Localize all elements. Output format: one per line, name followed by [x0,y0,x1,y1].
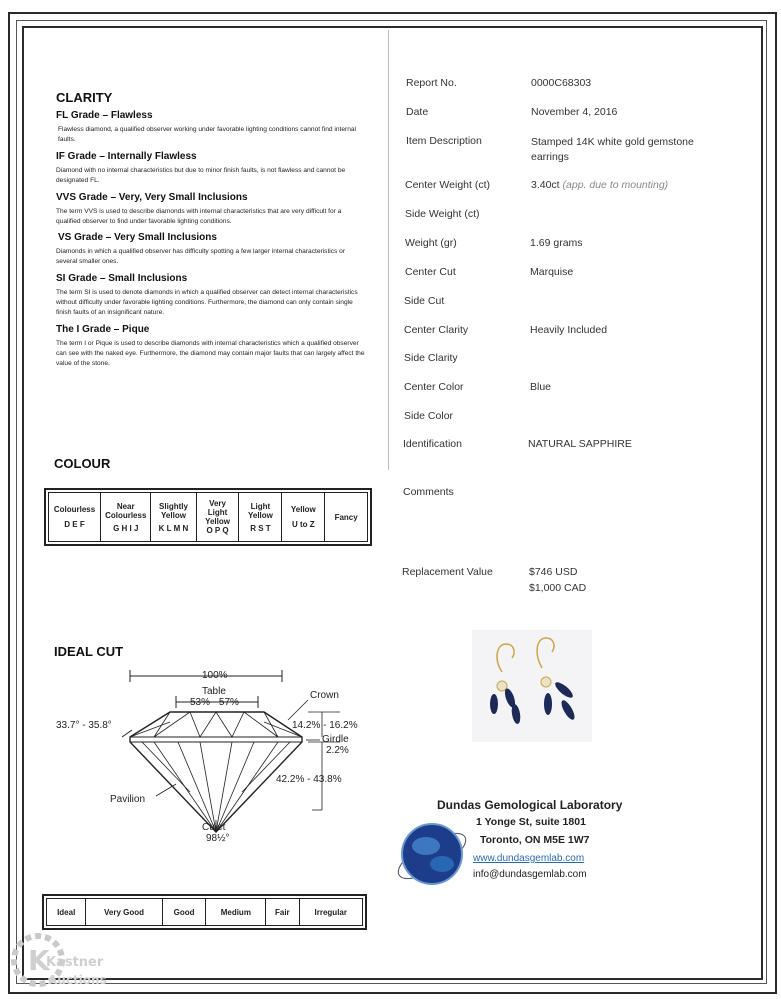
center-cut-label: Center Cut [405,266,456,278]
svg-text:K: K [28,944,50,977]
diagram-pavilion-label: Pavilion [110,794,146,805]
diagram-culet-value: 98½° [206,833,230,844]
clarity-grade-vs-title: VS Grade – Very Small Inclusions [58,232,217,243]
colour-cell [101,493,151,542]
lab-website-link[interactable]: www.dundasgemlab.com [473,853,585,864]
replacement-cad-value: $1,000 CAD [529,582,587,594]
clarity-grade-if-title: IF Grade – Internally Flawless [56,151,197,162]
side-cut-label: Side Cut [404,295,445,307]
cut-grade-ideal: Ideal [47,899,86,926]
item-description-label: Item Description [406,135,482,147]
lab-address-2: Toronto, ON M5E 1W7 [480,834,590,846]
colour-name: Yellow [290,505,316,514]
colour-codes: O P Q [206,526,229,535]
lab-name: Dundas Gemological Laboratory [437,798,623,812]
clarity-grade-i-title: The I Grade – Pique [56,324,150,335]
center-weight-label: Center Weight (ct) [405,179,490,191]
center-cut-value: Marquise [530,266,574,278]
lab-address-1: 1 Yonge St, suite 1801 [476,816,586,828]
colour-name: Very Light Yellow [205,499,230,526]
colour-cell [239,493,282,542]
colour-name: Near Colourless [105,501,147,520]
auction-watermark-logo [4,926,124,996]
diagram-girdle-label: Girdle [322,734,349,745]
ideal-cut-heading: IDEAL CUT [54,644,124,659]
colour-cell [196,493,239,542]
report-number-label: Report No. [406,77,457,89]
diagram-crown-height: 14.2% - 16.2% [292,720,358,731]
colour-cell [151,493,196,542]
diagram-crown-label: Crown [310,690,339,701]
clarity-grade-vvs-title: VVS Grade – Very, Very Small Inclusions [56,192,248,203]
colour-name: Colourless [53,505,96,514]
item-description-value: Stamped 14K white gold gemstone earrings [531,136,694,163]
clarity-grade-vs-text: Diamonds in which a qualified observer has difficulty spotting a few larger internal characteristics or several smaller ones. [56,248,346,265]
center-weight-note: (app. due to mounting) [562,179,669,191]
center-weight-value [531,179,668,191]
clarity-grade-vvs-text: The term VVS is used to describe diamonds with internal characteristics that are very difficult for a qualified observer to find under favorable lighting conditions. [56,208,342,225]
diagram-girdle-value: 2.2% [326,745,349,756]
diagram-culet-label: Culet [202,822,226,833]
replacement-value-label: Replacement Value [402,566,493,578]
diagram-table-label: Table [202,686,226,697]
identification-label: Identification [403,438,462,450]
side-weight-label: Side Weight (ct) [405,208,480,220]
date-label: Date [406,106,429,118]
date-value: November 4, 2016 [531,106,618,118]
clarity-grade-fl-text: Flawless diamond, a qualified observer working under favorable lighting conditions cannot find internal faults. [58,126,356,143]
weight-gr-value: 1.69 grams [530,237,583,249]
lab-logo-globe-seal-icon [386,810,472,894]
colour-scale-table [48,492,368,542]
center-weight-amount: 3.40ct [531,179,560,191]
colour-name: Light Yellow [247,501,273,520]
cut-grade-irregular: Irregular [299,899,363,926]
identification-value: NATURAL SAPPHIRE [528,438,632,450]
earrings-photo [472,630,592,742]
cut-grade-medium: Medium [206,899,266,926]
cut-grade-fair: Fair [266,899,299,926]
diagram-crown-angle: 33.7° - 35.8° [56,720,112,731]
colour-name: Slightly Yellow [159,501,188,520]
center-color-label: Center Color [404,381,464,393]
replacement-usd-value: $746 USD [529,566,578,578]
center-clarity-label: Center Clarity [404,324,469,336]
clarity-grade-i-text: The term I or Pique is used to describe diamonds with internal characteristics which a qualified observer can see with the naked eye. Furthermore, the diamond may contain major faults that can largely affect the value of the stone. [56,340,365,367]
report-number-value: 0000C68303 [531,77,592,89]
cut-grade-very-good: Very Good [86,899,162,926]
watermark-text-top: Kastner [46,955,104,970]
cut-grade-good: Good [162,899,206,926]
center-clarity-value: Heavily Included [530,324,608,336]
center-color-value: Blue [530,381,552,393]
colour-name: Fancy [334,512,358,522]
clarity-grade-si-title: SI Grade – Small Inclusions [56,273,188,284]
colour-codes: G H I J [113,523,139,533]
cut-grade-table [46,898,363,926]
clarity-grade-fl-title: FL Grade – Flawless [56,110,153,121]
colour-scale-box [44,488,372,546]
comments-label: Comments [403,486,454,498]
column-divider [388,30,389,470]
lab-email: info@dundasgemlab.com [473,869,587,880]
clarity-grade-si-text: The term SI is used to denote diamonds in which a qualified observer can detect internal characteristics without difficulty under favorable lighting conditions. Furthermore, the diamond can only contain single finish faults of an insignificant nature. [56,289,358,316]
clarity-heading: CLARITY [56,90,113,105]
diagram-table-range: 53% - 57% [190,697,239,708]
clarity-grade-if-text: Diamond with no internal characteristics but due to minor finish faults, is not flawless and cannot be designated FL. [56,167,346,184]
cut-grade-box [42,894,367,930]
diagram-width-label: 100% [202,670,228,681]
watermark-text-bottom: Auctions [48,973,107,987]
colour-codes: K L M N [158,523,189,533]
colour-codes: U to Z [291,520,315,529]
colour-cell [49,493,101,542]
weight-gr-label: Weight (gr) [405,237,457,249]
colour-cell [325,493,368,542]
side-color-label: Side Color [404,410,454,422]
side-clarity-label: Side Clarity [404,352,458,364]
diagram-pavilion-depth: 42.2% - 43.8% [276,774,342,785]
colour-codes: R S T [250,523,271,533]
colour-heading: COLOUR [54,456,111,471]
colour-codes: D E F [64,520,85,529]
colour-cell [282,493,325,542]
